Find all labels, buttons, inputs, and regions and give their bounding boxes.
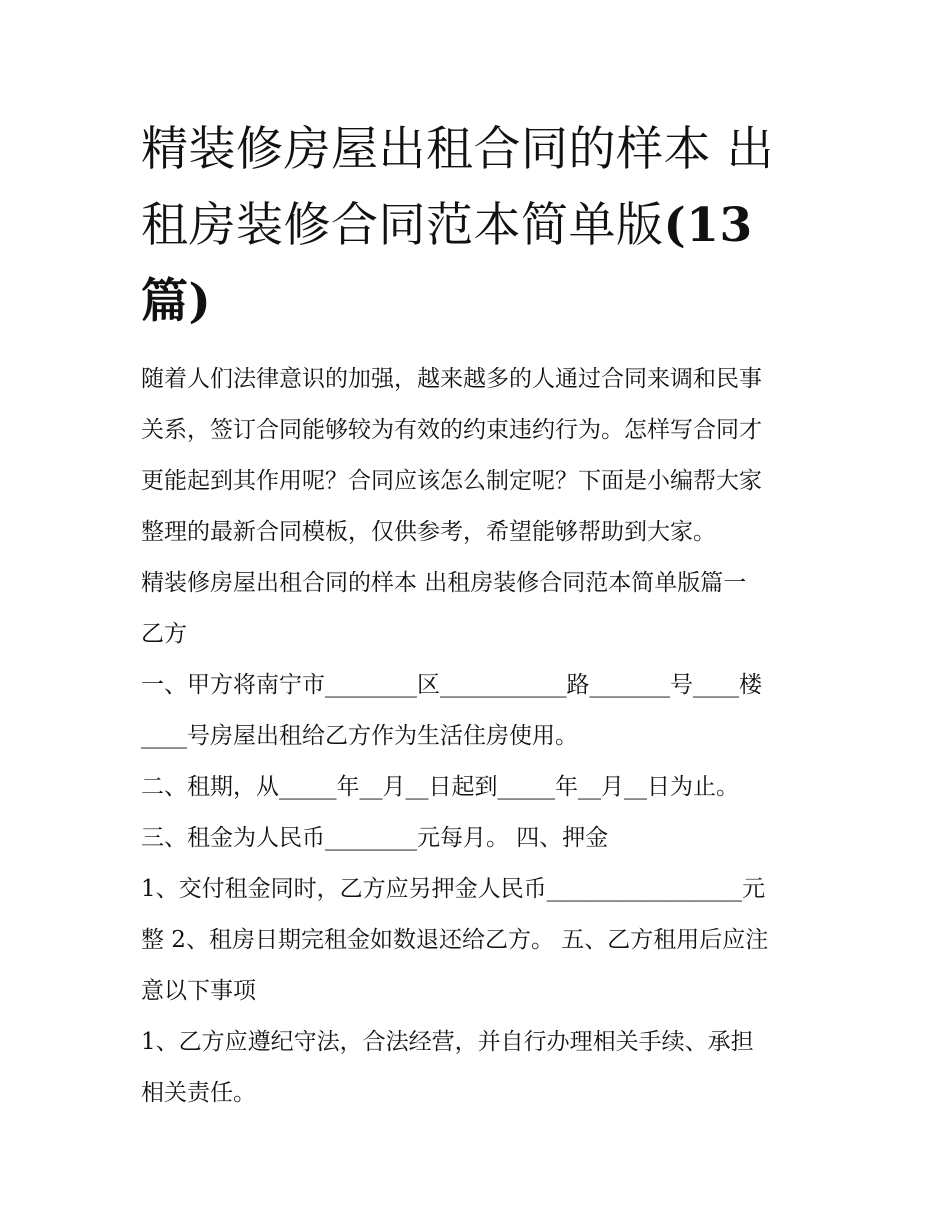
document-title	[141, 112, 831, 340]
intro-line-1: 随着人们法律意识的加强，越来越多的人通过合同来调和民事	[141, 366, 762, 392]
clause-1-line-2: ____号房屋出租给乙方作为生活住房使用。	[141, 723, 578, 749]
title-line-3-text: 篇)	[141, 274, 212, 329]
document-body	[141, 354, 831, 1119]
clause-3-4: 三、租金为人民币________元每月。 四、押金	[141, 825, 609, 851]
intro-line-3: 更能起到其作用呢？合同应该怎么制定呢？下面是小编帮大家	[141, 468, 762, 494]
deposit-item-2-line: 整 2、租房日期完租金如数退还给乙方。 五、乙方租用后应注	[141, 927, 769, 953]
clause-1-line-1: 一、甲方将南宁市________区___________路_______号____楼	[141, 672, 762, 698]
clause-5-end: 意以下事项	[141, 978, 256, 1004]
intro-line-4: 整理的最新合同模板，仅供参考，希望能够帮助到大家。	[141, 519, 716, 545]
intro-line-2: 关系，签订合同能够较为有效的约束违约行为。怎样写合同才	[141, 417, 762, 443]
title-line-2-text: 租房装修合同范本简单版	[141, 198, 664, 253]
title-line-1: 精装修房屋出租合同的样本 出	[141, 122, 774, 177]
deposit-item-1-line-1: 1、交付租金同时，乙方应另押金人民币_________________元	[141, 876, 766, 902]
notice-item-1-line-1: 1、乙方应遵纪守法，合法经营，并自行办理相关手续、承担	[141, 1029, 754, 1055]
title-line-2	[141, 188, 831, 264]
clause-2: 二、租期，从_____年__月__日起到_____年__月__日为止。	[141, 774, 739, 800]
party-b-label: 乙方	[141, 621, 187, 647]
title-line-3	[141, 264, 831, 340]
title-line-2-number: (13	[663, 198, 753, 253]
section-heading: 精装修房屋出租合同的样本 出租房装修合同范本简单版篇一	[141, 570, 747, 596]
notice-item-1-line-2: 相关责任。	[141, 1080, 256, 1106]
